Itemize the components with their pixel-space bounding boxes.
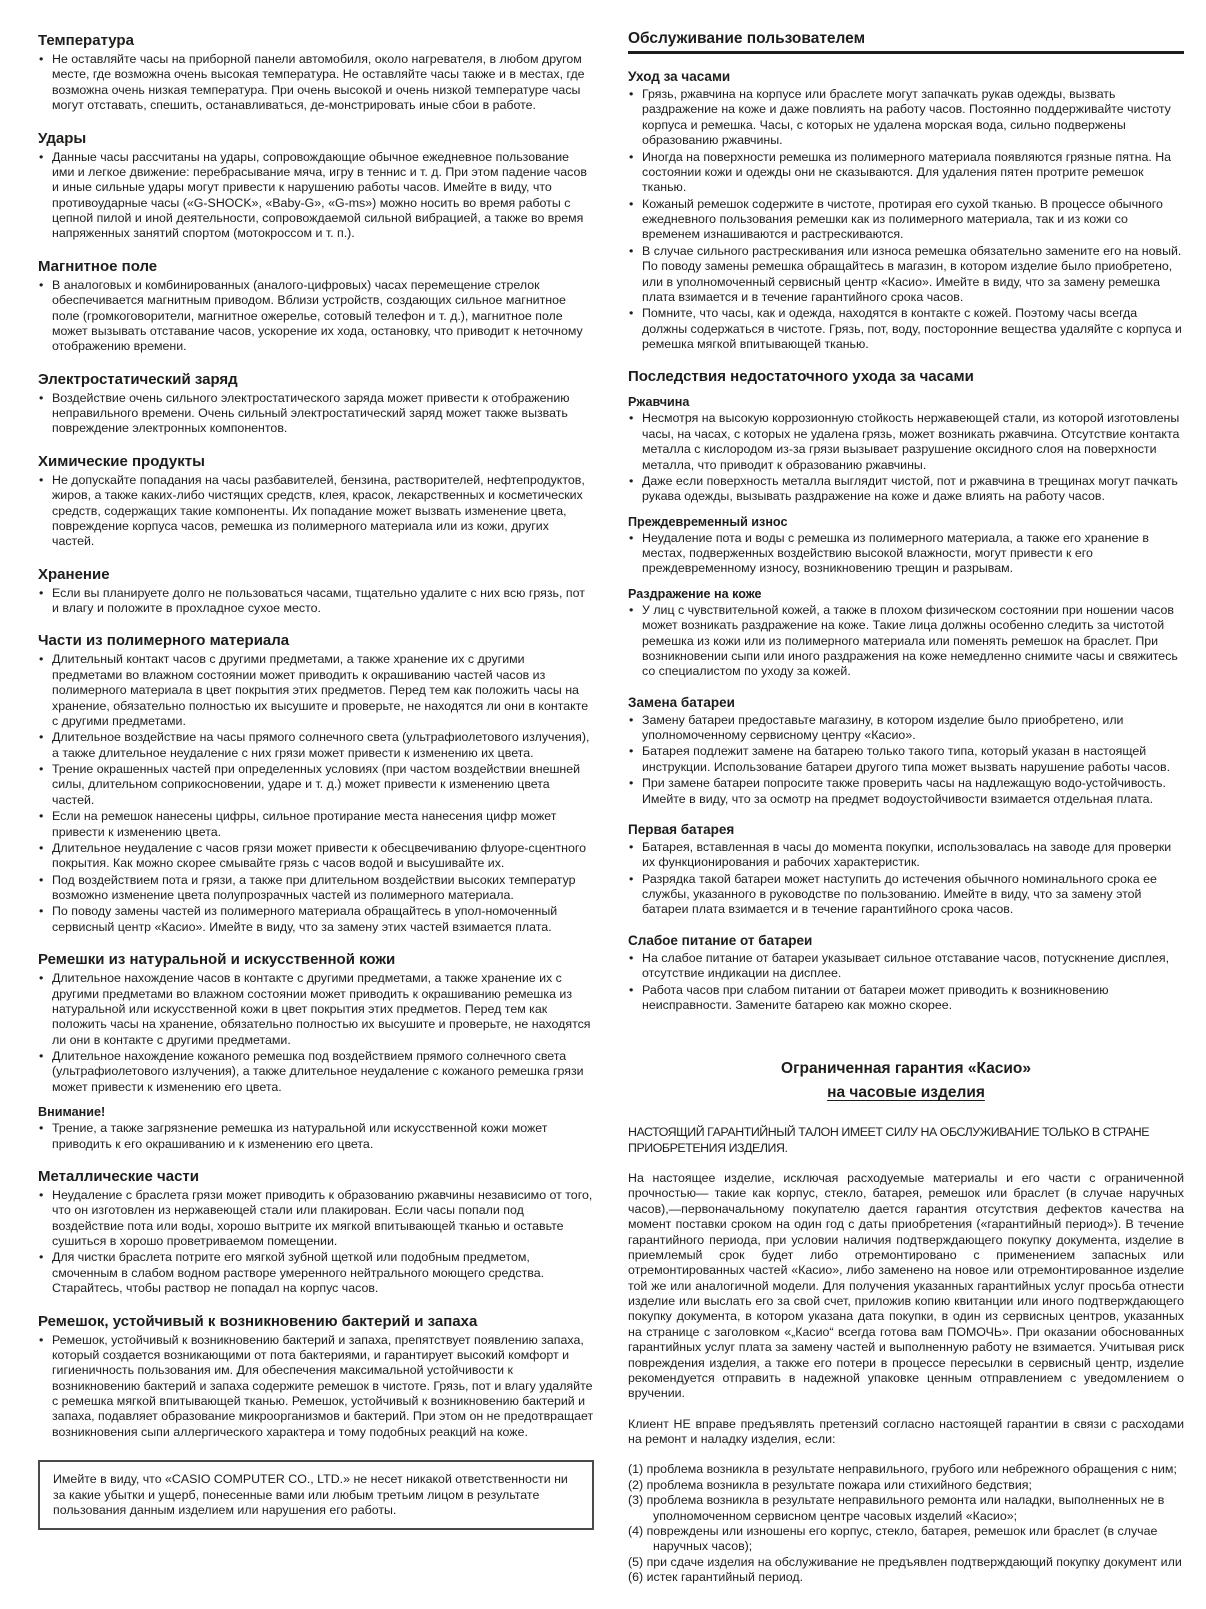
bullet-item: • Воздействие очень сильного электростатического заряда может привести к отображению неправильного времени. Очень сильный электростатический заряд может также вызвать повреждение электронных компонентов. (38, 391, 594, 437)
left-section (38, 632, 594, 935)
right-section (628, 587, 1184, 680)
bullet-item: • Работа часов при слабом питании от батареи может приводить к возникновению неисправности. Замените батарею как можно скорее. (628, 983, 1184, 1014)
bullet-item: • Данные часы рассчитаны на удары, сопровождающие обычное ежедневное пользование ими и легкое движение: перебрасывание мяча, игру в теннис и т. д. При этом падение часов и иные сильные удары могут привести к нарушению работы часов. Имейте в виду, что противоударные часы («G-SHOCK», «Baby-G», «G-ms») можно носить во время работы с цепной пилой и иной деятельности, сопровождаемой сильной вибрацией, а также во время напряженных занятий спортом (мотокроссом и т. п.). (38, 150, 594, 242)
right-section (628, 395, 1184, 504)
section-heading: Уход за часами (628, 69, 731, 84)
right-section (628, 368, 1184, 385)
bullet-item: • Если вы планируете долго не пользоваться часами, тщательно удалите с них всю грязь, пот и влагу и положите в прохладное сухое место. (38, 586, 594, 617)
warranty-client-note: Клиент НЕ вправе предъявлять претензий согласно настоящей гарантии в связи с расходами на ремонт и наладку изделия, если: (628, 1416, 1184, 1447)
warranty-body: На настоящее изделие, исключая расходуемые материалы и его части с ограниченной прочностью— такие как корпус, стекло, батарея, ремешок или браслет (в случае наручных часов),—первоначальному покупателю дается гарантия отсутствия дефектов качества на момент поставки сроком на один год с даты приобретения («гарантийный период»). В течение гарантийного периода, при условии наличия подтверждающего покупку документа, изделие в приемлемый срок будет либо отремонтировано с применением запасных или отремонтированных частей «Касио», либо заменено на новое или отремонтированное изделие той же или аналогичной модели. Для получения указанных гарантийных услуг просьба отнести изделие или выслать его за свой счет, приложив копию квитанции или иного подтверждающего покупку документа, в котором указана дата покупки, в один из сервисных центров, указанных на странице с заголовком «„Касио“ всегда готова вам ПОМОЧЬ». При оказании обоснованных гарантийных услуг плата за замену частей и выполненную работу не взимается. Учитывая риск повреждения изделия, а также его потери в процессе пересылки в сервисный центр, изделие рекомендуется отправить в надежной упаковке ценным отправлением с уведомлением о вручении. (628, 1171, 1184, 1401)
bullet-item: • Длительное нахождение кожаного ремешка под воздействием прямого солнечного света (ультрафиолетового излучения), а также длительное неудаление с кожаного ремешка грязи может привести к изменению его цвета. (38, 1049, 594, 1095)
bullet-list (628, 840, 1184, 918)
bullet-item: • Помните, что часы, как и одежда, находятся в контакте с кожей. Поэтому часы всегда должны содержаться в чистоте. Грязь, пот, воду, посторонние вещества удаляйте с корпуса и ремешка мягкой впитывающей тканью. (628, 306, 1184, 352)
section-heading: Электростатический заряд (38, 370, 238, 388)
right-sections (628, 69, 1184, 1013)
bullet-list (628, 531, 1184, 577)
exclusion-item: (3) проблема возникла в результате неправильного ремонта или наладки, выполненных не в уполномоченном сервисном центре часовых изделий «Касио»; (628, 1493, 1165, 1523)
section-heading: Ржавчина (628, 395, 690, 410)
section-heading: Ремешок, устойчивый к возникновению бактерий и запаха (38, 1312, 478, 1330)
bullet-item: • У лиц с чувствительной кожей, а также в плохом физическом состоянии при ношении часов может возникать раздражение на коже. Такие лица должны особенно следить за чистотой ремешка из кожи или из полимерного материала или поменять ремешок на браслет. При возникновении сыпи или иного раздражения на коже немедленно снимите часы и свяжитесь со специалистом по уходу за кожей. (628, 603, 1184, 680)
section-heading: Металлические части (38, 1167, 200, 1185)
warranty-block (628, 1057, 1184, 1585)
bullet-item: • Неудаление пота и воды с ремешка из полимерного материала, а также его хранение в местах, подверженных воздействию высокой влажности, могут привести к его преждевременному износу, возникновению трещин и разрывам. (628, 531, 1184, 577)
bullet-item: • Даже если поверхность металла выглядит чистой, пот и ржавчина в трещинах могут пачкать рукава одежды, вызывать раздражение на коже и даже влиять на работу часов. (628, 474, 1184, 505)
left-section (38, 32, 594, 114)
right-section (628, 515, 1184, 577)
left-section (38, 951, 594, 1095)
bullet-list (38, 278, 594, 355)
exclusion-item: (2) проблема возникла в результате пожара или стихийного бедствия; (628, 1477, 1032, 1492)
section-heading: Замена батареи (628, 694, 735, 710)
section-heading: Внимание! (38, 1105, 106, 1120)
exclusion-item: (4) повреждены или изношены его корпус, стекло, батарея, ремешок или браслет (в случае наручных часов); (628, 1523, 1158, 1554)
bullet-item: • При замене батареи попросите также проверить часы на надлежащую водо-устойчивость. Имейте в виду, что за осмотр на предмет водоустойчивости взимается отдельная плата. (628, 776, 1184, 807)
bullet-item: • Батарея подлежит замене на батарею только такого типа, который указан в настоящей инструкции. Использование батареи другого типа может вызвать нарушение работы часов. (628, 744, 1184, 775)
bullet-item: • Под воздействием пота и грязи, а также при длительном воздействии высоких температур возможно изменение цвета полупрозрачных частей из полимерного материала. (38, 873, 594, 904)
bullet-item: • В аналоговых и комбинированных (аналого-цифровых) часах перемещение стрелок обеспечивается магнитным приводом. Вблизи устройств, создающих сильное магнитное поле (громкоговорители, магнитное ожерелье, сотовый телефон и т. д.), магнитное поле может вызывать отставание часов, ускорение их хода, остановку, что приводит к неточному отображению времени. (38, 278, 594, 355)
bullet-list (38, 1333, 594, 1441)
bullet-item: • Кожаный ремешок содержите в чистоте, протирая его сухой тканью. В процессе обычного ежедневного пользования ремешки как из полимерного материала, так и из кожи со временем изнашиваются и растрескиваются. (628, 197, 1184, 243)
left-section (38, 371, 594, 437)
bullet-list (38, 52, 594, 114)
bullet-list (38, 586, 594, 617)
bullet-item: • Трение окрашенных частей при определенных условиях (при частом воздействии внешней силы, длительном соприкосновении, ударе и т. д.) может привести к изменению цвета частей. (38, 762, 594, 808)
warranty-title-line1: Ограниченная гарантия «Касио» (781, 1060, 1031, 1078)
bullet-item: • Длительный контакт часов с другими предметами, а также хранение их с другими предметами во влажном состоянии может приводить к окрашиванию частей часов из полимерного материала в цвет покрытия этих предметов. Перед тем как положить часы на хранение, обязательно полностью их высушите и проверьте, не находятся ли они в контакте с другими предметами. (38, 652, 594, 729)
bullet-item: • Батарея, вставленная в часы до момента покупки, использовалась на заводе для проверки их функционирования и рабочих характеристик. (628, 840, 1184, 871)
section-heading: Температура (38, 32, 134, 49)
bullet-list (38, 1188, 594, 1297)
left-section (38, 566, 594, 617)
left-section (38, 453, 594, 550)
bullet-list (38, 971, 594, 1095)
bullet-list (38, 473, 594, 550)
left-section (38, 130, 594, 242)
left-section (38, 1105, 594, 1152)
left-section (38, 1168, 594, 1297)
bullet-list (38, 150, 594, 242)
left-column (38, 30, 594, 1585)
bullet-list (38, 391, 594, 437)
left-section (38, 1313, 594, 1441)
section-heading: Преждевременный износ (628, 514, 788, 529)
warranty-caps-note: НАСТОЯЩИЙ ГАРАНТИЙНЫЙ ТАЛОН ИМЕЕТ СИЛУ НА ОБСЛУЖИВАНИЕ ТОЛЬКО В СТРАНЕ ПРИОБРЕТЕНИЯ ИЗДЕЛИЯ. (628, 1125, 1150, 1155)
bullet-list (38, 652, 594, 935)
bullet-item: • Трение, а также загрязнение ремешка из натуральной или искусственной кожи может приводить к его окрашиванию и к изменению его цвета. (38, 1121, 594, 1152)
warranty-title (628, 1057, 1184, 1105)
bullet-item: • По поводу замены частей из полимерного материала обращайтесь в упол-номоченный сервисный центр «Касио». Имейте в виду, что за замену этих частей взимается плата. (38, 904, 594, 935)
right-section (628, 695, 1184, 807)
warranty-exclusions (628, 1462, 1184, 1585)
right-column (628, 30, 1184, 1585)
section-heading: Последствия недостаточного ухода за часами (628, 368, 974, 386)
section-heading: Удары (38, 129, 87, 147)
section-heading: Ремешки из натуральной и искусственной кожи (38, 951, 396, 969)
warranty-title-line2: на часовые изделия (827, 1084, 985, 1102)
bullet-item: • Для чистки браслета потрите его мягкой зубной щеткой или подобным предметом, смоченным в слабом водном растворе умеренного нейтрального моющего средства. Старайтесь, чтобы раствор не попадал на корпус часов. (38, 1250, 594, 1296)
bullet-item: • Замену батареи предоставьте магазину, в котором изделие было приобретено, или уполномоченному сервисному центру «Касио». (628, 713, 1184, 744)
bullet-list (628, 951, 1184, 1014)
bullet-item: • Неудаление с браслета грязи может приводить к образованию ржавчины независимо от того, что он изготовлен из нержавеющей стали или плакирован. Если часы попали под воздействие пота или воды, хорошо вытрите их мягкой впитывающей тканью и оставьте сушиться в хорошо проветриваемом помещении. (38, 1188, 594, 1250)
section-heading: Части из полимерного материала (38, 632, 290, 650)
section-heading: Химические продукты (38, 452, 205, 470)
bullet-list (38, 1121, 594, 1152)
section-heading: Раздражение на коже (628, 586, 762, 601)
exclusion-item: (1) проблема возникла в результате неправильного, грубого или небрежного обращения с ним; (628, 1462, 1177, 1477)
bullet-item: • В случае сильного растрескивания или износа ремешка обязательно замените его на новый. По поводу замены ремешка обращайтесь в магазин, в котором изделие было приобретено, или в уполномоченный сервисный центр «Касио». Имейте в виду, что за замену ремешка плата взимается и в течение гарантийного срока часов. (628, 244, 1184, 306)
section-heading: Первая батарея (628, 821, 735, 837)
section-heading: Слабое питание от батареи (628, 932, 813, 948)
bullet-item: • Ремешок, устойчивый к возникновению бактерий и запаха, препятствует появлению запаха, который создается возникающими от пота бактериями, и гарантирует высокий комфорт и гигиеничность пользования им. Для обеспечения максимальной устойчивости к возникновению бактерий и запаха содержите ремешок в чистоте. Грязь, пот и влагу удаляйте с ремешка мягкой впитывающей тканью. Ремешок, устойчивый к возникновению бактерий и запаха, подавляет образование микроорганизмов и бактерий. При этом он не предотвращает возникновения сыпи аллергического характера и тому подобных реакций на коже. (38, 1333, 594, 1441)
user-maintenance-heading: Обслуживание пользователем (628, 30, 1184, 54)
bullet-item: • Разрядка такой батареи может наступить до истечения обычного номинального срока ее службы, указанного в руководстве по пользованию. Имейте в виду, что за замену этой батареи плата взимается и в течение гарантийного срока часов. (628, 872, 1184, 918)
exclusion-item: (5) при сдаче изделия на обслуживание не предъявлен подтверждающий покупку документ или (628, 1554, 1182, 1569)
bullet-item: • Несмотря на высокую коррозионную стойкость нержавеющей стали, из которой изготовлены часы, на часах, с которых не удалена грязь, может возникать ржавчина. Отсутствие контакта металла с кислородом из-за грязи вызывает разрушение оксидного слоя на поверхности металла, что приводит к образованию ржавчины. (628, 411, 1184, 473)
bullet-item: • Не оставляйте часы на приборной панели автомобиля, около нагревателя, в любом другом месте, где возможна очень высокая температура. Не оставляйте часы также и в местах, где возможна очень низкая температура. При очень высокой и очень низкой температуре часы могут отставать, спешить, останавливаться, де-монстрировать иные сбои в работе. (38, 52, 594, 114)
right-section (628, 69, 1184, 352)
bullet-item: • Грязь, ржавчина на корпусе или браслете могут запачкать рукав одежды, вызвать раздражение на коже и даже повлиять на работу часов. Постоянно поддерживайте чистоту корпуса и ремешка. Часы, с которых не удалена морская вода, сильно подвержены образованию ржавчины. (628, 87, 1184, 149)
right-section (628, 933, 1184, 1014)
section-heading: Магнитное поле (38, 257, 158, 275)
bullet-item: • На слабое питание от батареи указывает сильное отставание часов, потускнение дисплея, отсутствие индикации на дисплее. (628, 951, 1184, 982)
bullet-item: • Длительное неудаление с часов грязи может привести к обесцвечиванию флуоре-сцентного покрытия. Как можно скорее смывайте грязь с часов водой и высушивайте их. (38, 841, 594, 872)
section-heading: Хранение (38, 565, 110, 583)
left-section (38, 258, 594, 355)
bullet-list (628, 603, 1184, 680)
bullet-list (628, 411, 1184, 504)
bullet-item: • Длительное воздействие на часы прямого солнечного света (ультрафиолетового излучения), а также длительное неудаление с них грязи может привести к изменению их цвета. (38, 730, 594, 761)
bullet-item: • Иногда на поверхности ремешка из полимерного материала появляются грязные пятна. На состоянии кожи и одежды они не сказываются. Для удаления пятен протрите ремешок тканью. (628, 150, 1184, 196)
right-section (628, 822, 1184, 918)
exclusion-item: (6) истек гарантийный период. (628, 1570, 804, 1585)
bullet-list (628, 87, 1184, 352)
bullet-item: • Если на ремешок нанесены цифры, сильное протирание места нанесения цифр может привести к изменению цвета. (38, 809, 594, 840)
bullet-item: • Не допускайте попадания на часы разбавителей, бензина, растворителей, нефтепродуктов, жиров, а также каких-либо чистящих средств, клея, красок, лекарственных и косметических средств, содержащих такие компоненты. Их попадание может вызвать изменение цвета, повреждение корпуса часов, ремешка из полимерного материала или из кожи, других частей. (38, 473, 594, 550)
bullet-list (628, 713, 1184, 807)
casio-notice-box: Имейте в виду, что «CASIO COMPUTER CO., LTD.» не несет никакой ответственности ни за какие убытки и ущерб, понесенные вами или любым третьим лицом в результате пользования данным изделием или нарушения его работы. (38, 1460, 594, 1530)
bullet-item: • Длительное нахождение часов в контакте с другими предметами, а также хранение их с другими предметами во влажном состоянии может приводить к окрашиванию ремешка из натуральной или искусственной кожи в цвет покрытия этих предметов. Перед тем как положить часы на хранение, обязательно полностью их высушите и проверьте, не находятся ли они в контакте с другими предметами. (38, 971, 594, 1048)
